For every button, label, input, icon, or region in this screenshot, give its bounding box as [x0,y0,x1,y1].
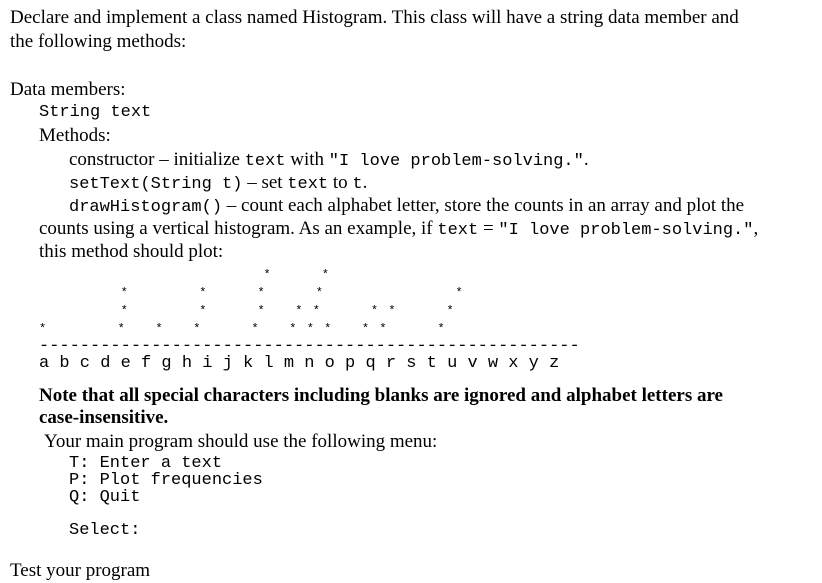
settext-code: setText(String t) [69,175,243,194]
menu-intro: Your main program should use the following menu: [44,431,438,452]
settext-code-3: t [352,175,363,194]
note-line-1: Note that all special characters including blanks are ignored and alphabet letters are [39,385,723,406]
histogram-plot [39,266,580,372]
histogram-star: * [312,304,320,318]
constructor-text-3: . [583,149,589,170]
histogram-star: * [388,304,396,318]
intro-line-2: the following methods: [10,31,187,52]
histogram-star: * [306,322,314,336]
histogram-star: * [193,322,201,336]
histogram-star: * [361,322,370,336]
draw-line2-text-1: counts using a vertical histogram. As an example, if [39,218,438,239]
methods-heading: Methods: [39,125,111,146]
settext-text-3: . [362,172,368,193]
histogram-star: * [257,286,265,300]
histogram-star: * [155,322,163,336]
histogram-star: * [295,304,303,318]
draw-description-line-3: this method should plot: [39,241,224,262]
draw-line2-code-1: text [437,221,479,240]
histogram-star: * [370,304,379,318]
histogram-row [39,283,555,302]
menu-select-prompt: Select: [69,521,141,540]
footer-instruction: Test your program [10,560,151,581]
data-member-declaration: String text [39,103,152,122]
settext-text-2: to [328,172,353,193]
draw-code: drawHistogram() [69,198,223,217]
histogram-star: * [263,268,271,282]
histogram-row [39,301,546,320]
histogram-star: * [257,304,265,318]
settext-text-1: – set [242,172,288,193]
draw-line2-text-2: = [478,218,499,239]
histogram-star: * [120,286,128,300]
histogram-axis-labels: a b c d e f g h i j k l m n o p q r s t u v w x y z [39,354,560,373]
intro-line-1: Declare and implement a class named Histogram. This class will have a string data member and [10,7,739,28]
menu-item-plot-frequencies: P: Plot frequencies [69,471,263,490]
histogram-star: * [199,286,207,300]
histogram-star: * [289,322,297,336]
histogram-star: * [446,304,454,318]
constructor-text-1: constructor – initialize [69,149,245,170]
histogram-star: * [315,286,323,300]
histogram-row [39,319,537,338]
settext-code-2: text [287,175,329,194]
histogram-star: * [120,304,128,318]
constructor-code-2: "I love problem-solving." [328,152,584,171]
constructor-text-2: with [285,149,329,170]
histogram-star: * [117,322,125,336]
histogram-star: * [321,268,329,282]
menu-item-quit: Q: Quit [69,488,141,507]
histogram-star: * [455,286,463,300]
note-line-2: case-insensitive. [39,407,169,428]
data-members-heading: Data members: [10,79,126,100]
histogram-star: * [251,322,259,336]
menu-item-enter-text: T: Enter a text [69,454,223,473]
histogram-star: * [39,322,47,336]
draw-text: – count each alphabet letter, store the counts in an array and plot the [222,195,745,216]
constructor-code-1: text [244,152,286,171]
histogram-separator: ----------------------------------------------------- [39,337,580,356]
histogram-star: * [379,322,387,336]
histogram-star: * [437,322,445,336]
draw-line2-text-3: , [753,218,759,239]
histogram-star: * [324,322,332,336]
histogram-star: * [199,304,207,318]
draw-line2-code-2: "I love problem-solving." [498,221,754,240]
histogram-row [39,265,564,284]
